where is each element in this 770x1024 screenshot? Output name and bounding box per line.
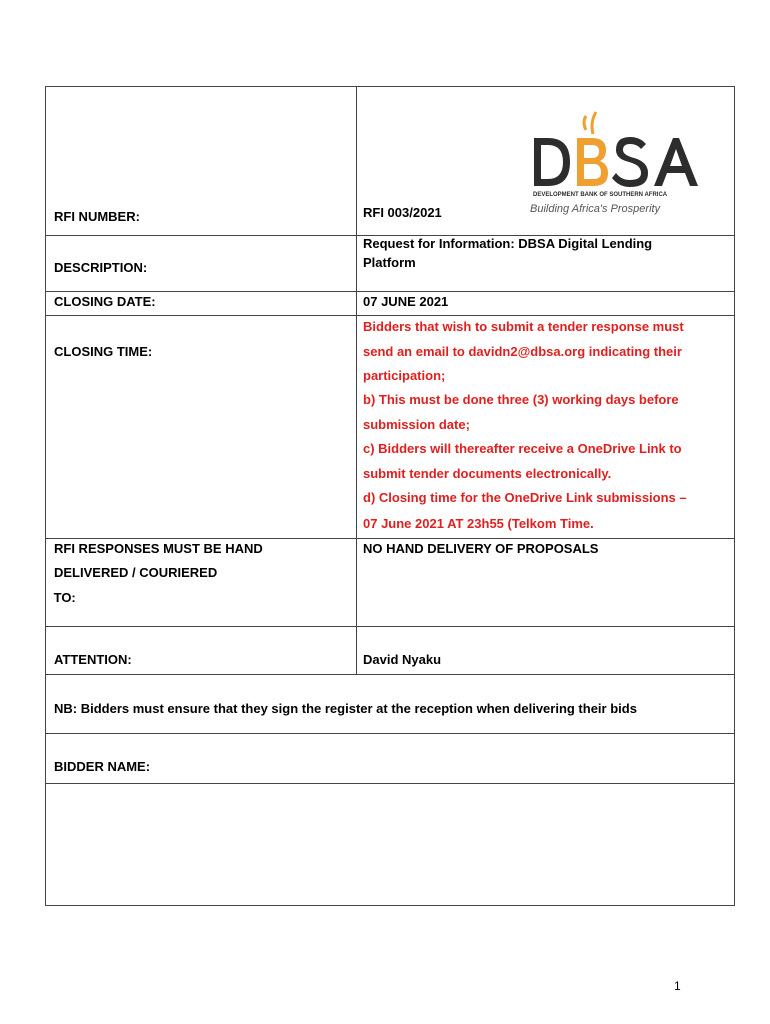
closing-time-line: Bidders that wish to submit a tender response must [363, 319, 684, 334]
closing-time-line: submit tender documents electronically. [363, 466, 612, 481]
row-divider [45, 626, 735, 627]
closing-time-line: send an email to davidn2@dbsa.org indicating their [363, 344, 682, 359]
logo-letter-a [654, 138, 698, 186]
bidder-name-box[interactable] [46, 784, 734, 905]
logo-wheat-icon [592, 112, 596, 134]
logo-letter-s [612, 137, 648, 187]
attention-label: ATTENTION: [54, 652, 132, 667]
attention-value: David Nyaku [363, 652, 442, 667]
closing-time-line: c) Bidders will thereafter receive a OneDrive Link to [363, 441, 682, 456]
responses-label-line2: DELIVERED / COURIERED [54, 565, 218, 580]
row-divider [45, 538, 735, 539]
responses-label-line1: RFI RESPONSES MUST BE HAND [54, 541, 263, 556]
logo-tagline: Building Africa's Prosperity [530, 203, 661, 215]
description-value-line2: Platform [363, 255, 416, 270]
description-label: DESCRIPTION: [54, 260, 148, 275]
responses-label-line3: TO: [50, 590, 76, 605]
closing-time-label: CLOSING TIME: [54, 344, 153, 359]
closing-time-line: 07 June 2021 AT 23h55 (Telkom Time. [363, 516, 594, 531]
responses-value: NO HAND DELIVERY OF PROPOSALS [363, 541, 599, 556]
page-number: 1 [674, 979, 681, 993]
logo-letter-b [577, 138, 608, 186]
closing-time-line: b) This must be done three (3) working days before [363, 392, 679, 407]
closing-date-label: CLOSING DATE: [54, 294, 156, 309]
closing-time-line: participation; [363, 368, 446, 383]
closing-date-value: 07 JUNE 2021 [363, 294, 449, 309]
logo-letter-d [534, 138, 570, 186]
dbsa-logo [530, 108, 705, 220]
rfi-number-value: RFI 003/2021 [363, 205, 442, 220]
row-divider [45, 291, 735, 292]
closing-time-line: d) Closing time for the OneDrive Link submissions – [363, 490, 687, 505]
bidder-name-label: BIDDER NAME: [54, 759, 151, 774]
closing-time-line: submission date; [363, 417, 470, 432]
row-divider [45, 674, 735, 675]
rfi-number-label: RFI NUMBER: [54, 209, 140, 224]
logo-org-name: DEVELOPMENT BANK OF SOUTHERN AFRICA [533, 192, 668, 198]
row-divider [45, 315, 735, 316]
column-divider [356, 86, 357, 674]
nb-note: NB: Bidders must ensure that they sign the register at the reception when delivering their bids [54, 701, 637, 716]
description-value-line1: Request for Information: DBSA Digital Lending [363, 236, 653, 251]
row-divider [45, 733, 735, 734]
